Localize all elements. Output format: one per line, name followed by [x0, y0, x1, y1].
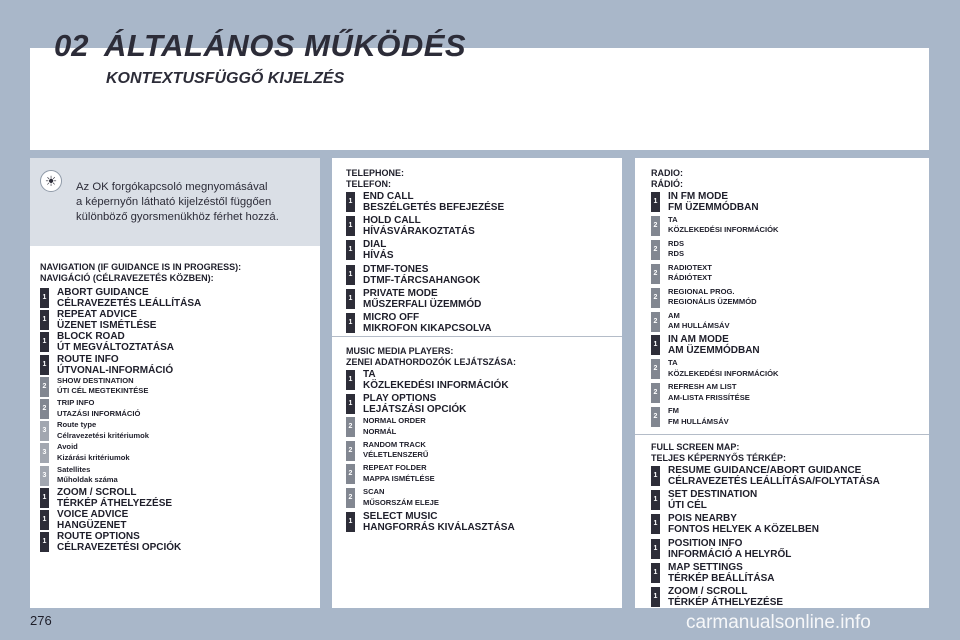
menu-item-text — [363, 463, 435, 484]
menu-item-translation: TÉRKÉP ÁTHELYEZÉSE — [668, 597, 784, 608]
level-badge: 2 — [40, 399, 49, 419]
menu-item-text — [668, 513, 819, 535]
section-heading: TELJES KÉPERNYŐS TÉRKÉP: — [651, 452, 787, 463]
menu-item-label: POIS NEARBY — [668, 513, 737, 525]
menu-item-translation: FM ÜZEMMÓDBAN — [668, 202, 759, 213]
menu-item-label: DIAL — [363, 239, 387, 251]
menu-item-translation: LEJÁTSZÁSI OPCIÓK — [363, 403, 467, 415]
menu-item-text — [57, 309, 156, 331]
menu-item-translation: MIKROFON KIKAPCSOLVA — [363, 323, 492, 334]
menu-item-label: AM — [668, 310, 680, 320]
menu-item-label: TA — [668, 214, 678, 224]
menu-item-translation: RÁDIÓTEXT — [668, 273, 712, 283]
menu-item-label: IN FM MODE — [668, 191, 728, 202]
level-badge: 1 — [40, 510, 49, 530]
menu-item-label: REPEAT ADVICE — [57, 309, 138, 321]
menu-item-text — [363, 312, 492, 334]
menu-item-label: RDS — [668, 238, 685, 248]
menu-item-text — [57, 420, 149, 441]
menu-item-translation: HANGFORRÁS KIVÁLASZTÁSA — [363, 521, 515, 533]
menu-item-label: ZOOM / SCROLL — [668, 586, 748, 597]
level-badge: 1 — [346, 265, 355, 285]
chapter-title: ÁLTALÁNOS MŰKÖDÉS — [104, 28, 467, 63]
menu-item-label: REFRESH AM LIST — [668, 382, 737, 392]
level-badge: 2 — [346, 464, 355, 484]
menu-item-label: PLAY OPTIONS — [363, 392, 437, 404]
level-badge: 1 — [40, 532, 49, 552]
menu-item-translation: MŰSZERFALI ÜZEMMÓD — [363, 298, 482, 310]
menu-item-label: Satellites — [57, 464, 91, 474]
level-badge: 1 — [651, 466, 660, 486]
level-badge: 2 — [651, 288, 660, 308]
menu-item-text — [363, 487, 439, 508]
level-badge: 1 — [40, 288, 49, 308]
menu-item-label: Route type — [57, 420, 97, 430]
menu-item-translation: KÖZLEKEDÉSI INFORMÁCIÓK — [363, 380, 509, 391]
note-text — [76, 180, 316, 225]
menu-item-text — [363, 288, 481, 310]
chapter-number: 02 — [54, 28, 89, 63]
menu-item-translation: KÖZLEKEDÉSI INFORMÁCIÓK — [668, 368, 779, 378]
divider — [635, 434, 929, 435]
menu-item-translation: ÚTVONAL-INFORMÁCIÓ — [57, 364, 174, 376]
menu-item-text — [668, 239, 684, 260]
menu-item-text — [668, 334, 760, 356]
section-heading: TELEFON: — [346, 178, 391, 189]
menu-item-translation: CÉLRAVEZETÉS LEÁLLÍTÁSA — [57, 298, 202, 309]
menu-item-translation: CÉLRAVEZETÉS LEÁLLÍTÁSA/FOLYTATÁSA — [668, 476, 880, 487]
menu-item-label: ZOOM / SCROLL — [57, 486, 137, 498]
section-subtitle: KONTEXTUSFÜGGŐ KIJELZÉS — [106, 70, 345, 87]
menu-item-translation: Műholdak száma — [57, 475, 118, 485]
menu-item-translation: DTMF-TÁRCSAHANGOK — [363, 274, 481, 286]
menu-item-text — [363, 264, 480, 286]
menu-item-translation: KÖZLEKEDÉSI INFORMÁCIÓK — [668, 225, 779, 235]
menu-item-text — [668, 311, 730, 332]
note-line: a képernyőn látható kijelzéstől függően — [76, 196, 272, 208]
menu-item-label: IN AM MODE — [668, 334, 729, 346]
menu-item-translation: ÚT MEGVÁLTOZTATÁSA — [57, 342, 175, 354]
watermark: carmanualsonline.info — [686, 612, 871, 633]
level-badge: 3 — [40, 443, 49, 463]
menu-item-translation: AM HULLÁMSÁV — [668, 321, 730, 330]
menu-item-label: RANDOM TRACK — [363, 439, 426, 449]
menu-item-label: MICRO OFF — [363, 312, 420, 323]
menu-item-translation: CÉLRAVEZETÉSI OPCIÓK — [57, 542, 182, 554]
menu-item-label: END CALL — [363, 191, 414, 202]
level-badge: 1 — [346, 289, 355, 309]
menu-item-text — [363, 393, 466, 415]
level-badge: 1 — [651, 563, 660, 583]
menu-item-translation: FONTOS HELYEK A KÖZELBEN — [668, 524, 819, 536]
section-heading: RÁDIÓ: — [651, 178, 683, 189]
menu-item-translation: TÉRKÉP ÁTHELYEZÉSE — [57, 497, 173, 509]
menu-item-text — [668, 287, 757, 308]
level-badge: 2 — [651, 216, 660, 236]
menu-item-text — [668, 586, 783, 608]
menu-item-text — [668, 191, 759, 213]
menu-item-label: ABORT GUIDANCE — [57, 287, 149, 298]
menu-item-translation: ÜZENET ISMÉTLÉSE — [57, 320, 157, 332]
menu-item-text — [57, 487, 172, 509]
navigation-section — [40, 262, 318, 602]
level-badge: 2 — [651, 240, 660, 260]
level-badge: 2 — [346, 488, 355, 508]
menu-item-label: SHOW DESTINATION — [57, 375, 134, 385]
menu-item-translation: ÚTI CÉL — [668, 500, 707, 512]
menu-item-label: PRIVATE MODE — [363, 287, 438, 299]
menu-item-text — [57, 376, 148, 397]
level-badge: 1 — [651, 335, 660, 355]
menu-item-text — [57, 398, 140, 419]
level-badge: 1 — [651, 490, 660, 510]
menu-item-text — [57, 531, 181, 553]
menu-item-label: ROUTE INFO — [57, 353, 119, 365]
menu-item-text — [363, 369, 509, 391]
menu-item-text — [668, 538, 791, 560]
menu-item-translation: AM-LISTA FRISSÍTÉSE — [668, 392, 750, 402]
menu-item-label: ROUTE OPTIONS — [57, 531, 140, 543]
menu-item-translation: AM ÜZEMMÓDBAN — [668, 345, 760, 357]
menu-item-label: TRIP INFO — [57, 398, 95, 407]
menu-item-label: REPEAT FOLDER — [363, 463, 427, 473]
level-badge: 1 — [346, 394, 355, 414]
menu-item-translation: Kizárási kritériumok — [57, 452, 130, 462]
section-heading: MUSIC MEDIA PLAYERS: — [346, 346, 454, 356]
level-badge: 1 — [346, 313, 355, 333]
info-sun-icon: ☀ — [40, 170, 62, 192]
menu-item-translation: TÉRKÉP BEÁLLÍTÁSA — [668, 572, 775, 584]
menu-item-translation: RDS — [668, 249, 685, 259]
level-badge: 1 — [346, 370, 355, 390]
menu-item-label: Avoid — [57, 442, 78, 452]
music-section — [346, 346, 616, 546]
menu-item-label: FM — [668, 406, 679, 416]
section-heading: ZENEI ADATHORDOZÓK LEJÁTSZÁSA: — [346, 356, 516, 367]
menu-item-label: SCAN — [363, 487, 385, 496]
menu-item-translation: MŰSORSZÁM ELEJE — [363, 497, 439, 507]
level-badge: 1 — [651, 192, 660, 212]
level-badge: 2 — [346, 441, 355, 461]
menu-item-text — [668, 215, 779, 236]
fullmap-section — [651, 442, 927, 608]
note-box — [30, 158, 320, 246]
menu-item-label: VOICE ADVICE — [57, 509, 129, 520]
menu-item-text — [668, 562, 775, 584]
level-badge: 1 — [40, 355, 49, 375]
section-heading: TELEPHONE: — [346, 168, 405, 178]
level-badge: 1 — [346, 192, 355, 212]
menu-item-text — [363, 511, 515, 533]
menu-item-label: SET DESTINATION — [668, 489, 758, 501]
menu-item-text — [363, 215, 475, 237]
menu-item-label: BLOCK ROAD — [57, 331, 125, 343]
level-badge: 1 — [651, 587, 660, 607]
menu-item-text — [363, 440, 428, 461]
menu-item-label: MAP SETTINGS — [668, 561, 743, 573]
column-radio-map — [635, 158, 929, 608]
menu-item-translation: VÉLETLENSZERŰ — [363, 450, 429, 460]
level-badge: 2 — [651, 264, 660, 284]
menu-item-translation: UTAZÁSI INFORMÁCIÓ — [57, 408, 141, 418]
menu-item-text — [668, 263, 712, 284]
menu-item-label: RESUME GUIDANCE/ABORT GUIDANCE — [668, 465, 862, 476]
menu-item-text — [668, 406, 729, 427]
menu-item-text — [57, 287, 201, 309]
menu-item-translation: HÍVÁS — [363, 250, 394, 262]
menu-item-translation: BESZÉLGETÉS BEFEJEZÉSE — [363, 202, 505, 213]
menu-item-label: SELECT MUSIC — [363, 510, 438, 522]
menu-item-text — [363, 239, 394, 261]
menu-item-text — [57, 442, 130, 463]
level-badge: 2 — [346, 417, 355, 437]
column-phone-music — [332, 158, 622, 608]
page-number: 276 — [30, 613, 52, 628]
section-heading: NAVIGATION (IF GUIDANCE IS IN PROGRESS): — [40, 262, 242, 272]
level-badge: 1 — [346, 512, 355, 532]
menu-item-label: RADIOTEXT — [668, 262, 712, 272]
menu-item-text — [57, 465, 118, 486]
note-line: Az OK forgókapcsoló megnyomásával — [76, 181, 268, 193]
level-badge: 2 — [651, 312, 660, 332]
section-heading: FULL SCREEN MAP: — [651, 442, 740, 452]
menu-item-text — [668, 465, 880, 487]
level-badge: 1 — [40, 488, 49, 508]
level-badge: 1 — [40, 332, 49, 352]
section-heading: NAVIGÁCIÓ (CÉLRAVEZETÉS KÖZBEN): — [40, 272, 214, 283]
radio-section — [651, 168, 927, 438]
column-navigation — [30, 158, 320, 608]
menu-item-translation: HÍVÁSVÁRAKOZTATÁS — [363, 226, 475, 238]
menu-item-text — [668, 382, 750, 403]
menu-item-label: DTMF-TONES — [363, 263, 429, 275]
section-heading: RADIO: — [651, 168, 683, 178]
menu-item-translation: MAPPA ISMÉTLÉSE — [363, 473, 435, 483]
menu-item-label: TA — [363, 369, 376, 380]
menu-item-text — [363, 416, 426, 437]
level-badge: 3 — [40, 421, 49, 441]
menu-item-translation: HANGÜZENET — [57, 520, 127, 531]
level-badge: 1 — [40, 310, 49, 330]
level-badge: 1 — [651, 514, 660, 534]
level-badge: 2 — [651, 383, 660, 403]
level-badge: 3 — [40, 466, 49, 486]
menu-item-text — [363, 191, 504, 213]
menu-item-translation: INFORMÁCIÓ A HELYRŐL — [668, 548, 792, 560]
level-badge: 1 — [346, 240, 355, 260]
menu-item-text — [668, 358, 779, 379]
level-badge: 2 — [651, 407, 660, 427]
menu-item-translation: Célravezetési kritériumok — [57, 430, 150, 440]
note-line: különböző gyorsmenükhöz férhet hozzá. — [76, 211, 279, 223]
divider — [332, 336, 622, 337]
menu-item-translation: ÚTI CÉL MEGTEKINTÉSE — [57, 386, 149, 396]
menu-item-label: POSITION INFO — [668, 537, 743, 549]
menu-item-text — [57, 354, 173, 376]
menu-item-label: NORMAL ORDER — [363, 416, 426, 426]
menu-item-label: HOLD CALL — [363, 215, 421, 227]
level-badge: 1 — [346, 216, 355, 236]
menu-item-label: REGIONAL PROG. — [668, 286, 735, 296]
level-badge: 1 — [651, 539, 660, 559]
menu-item-text — [57, 509, 128, 531]
menu-item-translation: NORMÁL — [363, 426, 397, 436]
menu-item-text — [668, 489, 757, 511]
telephone-section — [346, 168, 616, 338]
menu-item-translation: REGIONÁLIS ÜZEMMÓD — [668, 297, 757, 307]
menu-item-text — [57, 331, 174, 353]
level-badge: 2 — [40, 377, 49, 397]
menu-item-translation: FM HULLÁMSÁV — [668, 416, 729, 426]
menu-item-label: TA — [668, 358, 678, 368]
level-badge: 2 — [651, 359, 660, 379]
